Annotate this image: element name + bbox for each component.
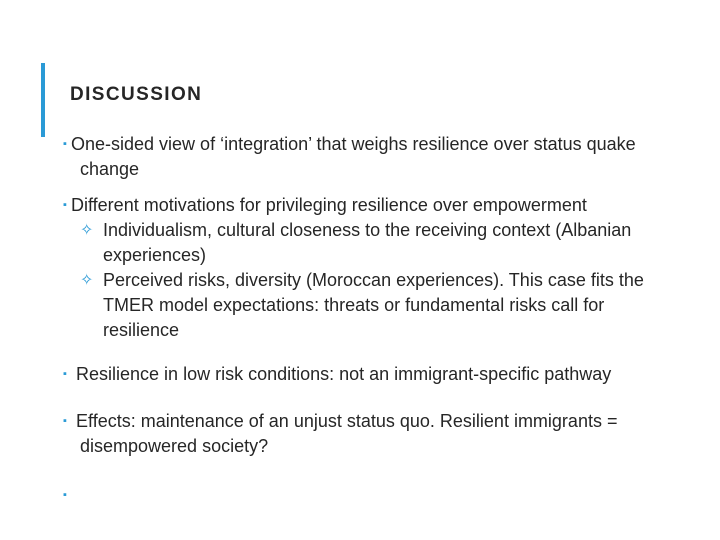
bullet-item-2 [63,193,673,218]
title-accent-bar [41,63,45,137]
square-bullet-icon: ▪ [63,138,67,150]
sub-bullet-item-2 [63,268,673,343]
square-bullet-icon: ▪ [63,489,67,501]
bullet-item-1 [63,132,673,182]
square-bullet-icon: ▪ [63,415,67,427]
bullet-text: Resilience in low risk conditions: not an immigrant-specific pathway [71,364,612,384]
bullet-item-3 [63,362,673,387]
sparkle-bullet-icon: ✧ [80,272,94,289]
sub-bullet-text: Perceived risks, diversity (Moroccan experiences). This case fits the TMER model expectations: threats or fundamental risks call for resilience [103,270,644,340]
square-bullet-icon: ▪ [63,368,67,380]
sub-bullet-text: Individualism, cultural closeness to the receiving context (Albanian experiences) [103,220,632,265]
sparkle-bullet-icon: ✧ [80,222,94,239]
sub-bullet-item-1 [63,218,673,268]
bullet-text: One-sided view of ‘integration’ that weighs resilience over status quake change [71,134,636,179]
bullet-item-empty [63,483,673,508]
bullet-text: Different motivations for privileging resilience over empowerment [71,195,587,215]
bullet-item-4 [63,409,673,459]
slide-body [63,132,673,508]
bullet-text: Effects: maintenance of an unjust status quo. Resilient immigrants = disempowered society? [71,411,623,456]
square-bullet-icon: ▪ [63,199,67,211]
slide-title: DISCUSSION [70,84,203,105]
